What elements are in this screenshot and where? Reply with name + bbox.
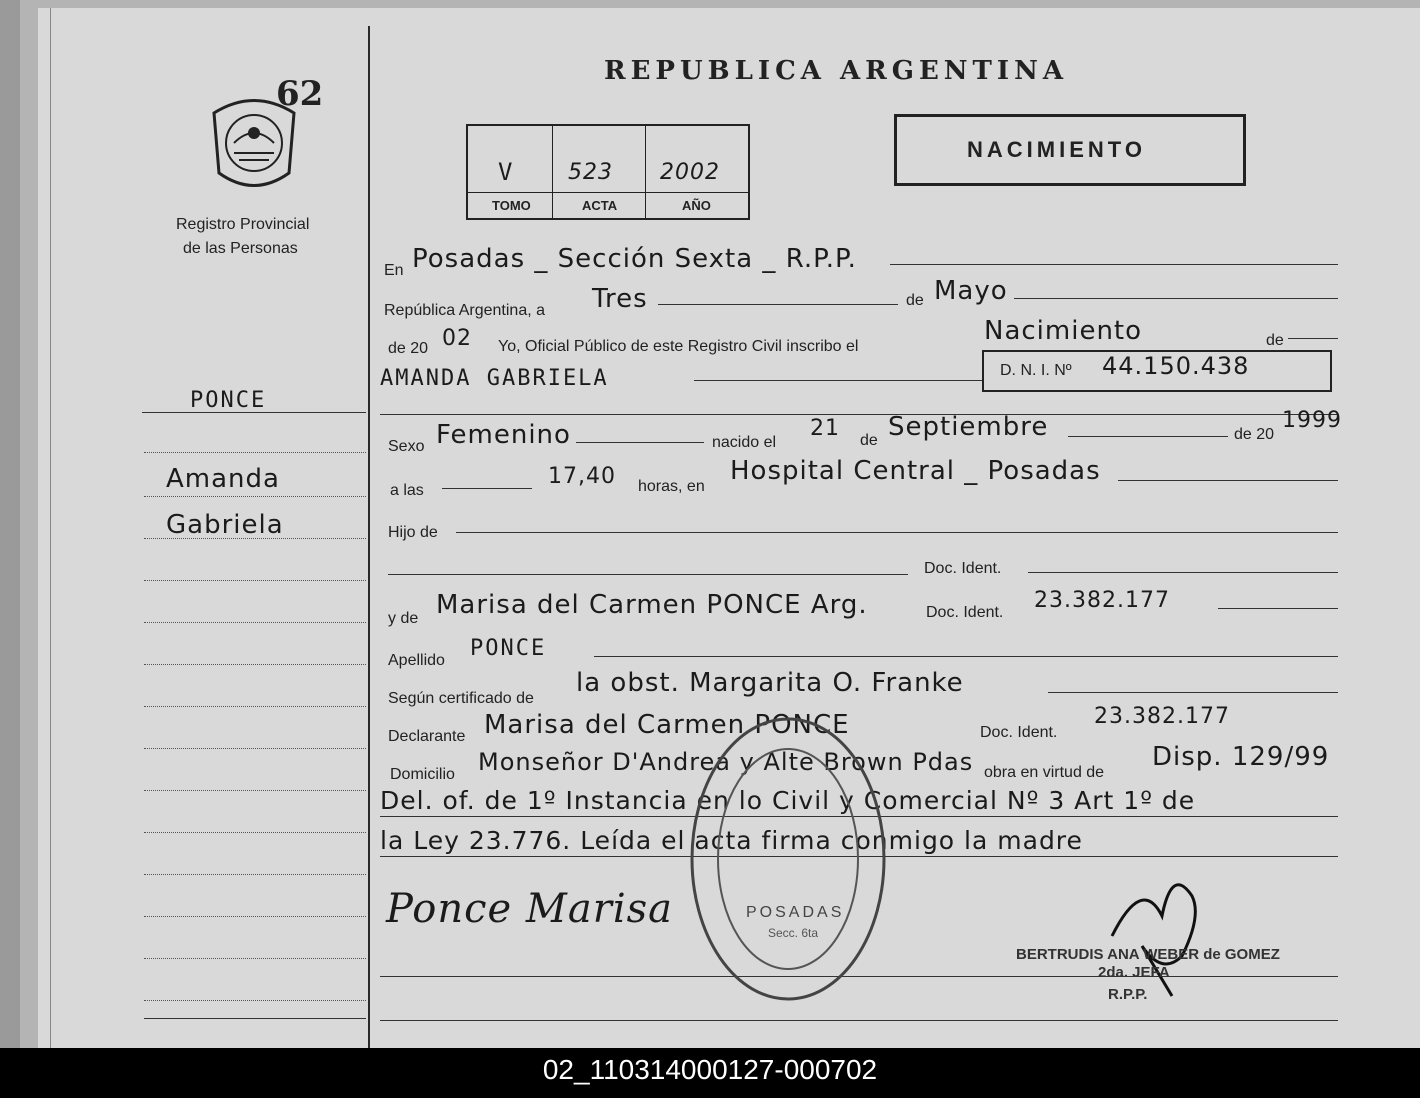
anio-value: 02 — [442, 326, 472, 351]
anio-prefix: de 20 — [388, 340, 429, 357]
certificado-label: Según certificado de — [388, 690, 534, 707]
nombre-value: AMANDA GABRIELA — [380, 366, 609, 391]
record-type-box — [894, 114, 1246, 186]
stamp-city: POSADAS — [746, 904, 845, 921]
page-number: 62 — [276, 74, 324, 114]
registry-name-line2: de las Personas — [183, 240, 298, 257]
mes-value: Mayo — [934, 276, 1008, 306]
mother-signature: Ponce Marisa — [386, 886, 674, 932]
alas-label: a las — [390, 482, 424, 499]
obra-value: Disp. 129/99 — [1152, 742, 1330, 772]
en-label: En — [384, 262, 404, 279]
republica-label: República Argentina, a — [384, 302, 545, 319]
declarante-doc-label: Doc. Ident. — [980, 724, 1058, 741]
margin-given-name-1: Amanda — [166, 464, 280, 494]
official-title: 2da. JEFA — [1098, 964, 1170, 981]
lugar-value: Hospital Central _ Posadas — [730, 456, 1101, 486]
page-binding-edge — [50, 8, 51, 1048]
hora-value: 17,40 — [548, 464, 616, 489]
horas-label: horas, en — [638, 478, 705, 495]
hijo-label: Hijo de — [388, 524, 438, 541]
registry-stamp-icon — [688, 714, 888, 1004]
image-id: 02_110314000127-000702 — [542, 1054, 878, 1085]
acta-value: 523 — [568, 160, 613, 185]
ano-label: AÑO — [682, 198, 711, 213]
nacido-mes: Septiembre — [888, 412, 1049, 442]
registry-name-line1: Registro Provincial — [176, 216, 310, 233]
apellido-label: Apellido — [388, 652, 445, 669]
sexo-label: Sexo — [388, 438, 425, 455]
declarante-doc-value: 23.382.177 — [1094, 704, 1230, 729]
record-number-box — [466, 124, 750, 220]
sexo-value: Femenino — [436, 420, 571, 450]
apellido-value: PONCE — [470, 636, 547, 661]
official-signature-icon — [1102, 856, 1222, 1006]
nacido-label: nacido el — [712, 434, 777, 451]
observaciones-line-1: Del. of. de 1º Instancia en lo Civil y Comercial Nº 3 Art 1º de — [380, 786, 1196, 815]
certificado-value: la obst. Margarita O. Franke — [576, 668, 964, 698]
image-id-bar — [0, 1048, 1420, 1098]
inscribo-text: Yo, Oficial Público de este Registro Civil inscribo el — [498, 338, 859, 355]
tomo-label: TOMO — [492, 198, 531, 213]
stamp-section: Secc. 6ta — [768, 926, 819, 940]
dni-box — [982, 350, 1332, 392]
madre-doc-label: Doc. Ident. — [926, 604, 1004, 621]
certificate-page — [38, 8, 1420, 1048]
de20-label: de 20 — [1234, 426, 1275, 443]
nacido-anio: 1999 — [1282, 408, 1342, 433]
domicilio-value: Monseñor D'Andrea y Alte Brown Pdas — [478, 748, 974, 776]
margin-surname: PONCE — [190, 388, 267, 413]
record-type: NACIMIENTO — [967, 137, 1146, 162]
dni-value: 44.150.438 — [1102, 352, 1250, 380]
ano-value: 2002 — [660, 160, 720, 185]
dni-label: D. N. I. Nº — [1000, 362, 1072, 379]
margin-given-name-2: Gabriela — [166, 510, 284, 540]
declarante-label: Declarante — [388, 728, 466, 745]
nacido-dia: 21 — [810, 416, 840, 441]
margin-divider — [368, 26, 370, 1048]
padre-doc-label: Doc. Ident. — [924, 560, 1002, 577]
de3-label: de — [860, 432, 878, 449]
country-title: REPUBLICA ARGENTINA — [604, 56, 1069, 86]
de-label: de — [906, 292, 924, 309]
official-office: R.P.P. — [1108, 986, 1148, 1003]
observaciones-line-2: la Ley 23.776. Leída el acta firma conmigo la madre — [380, 826, 1083, 855]
tipo-value: Nacimiento — [984, 316, 1143, 346]
en-value: Posadas _ Sección Sexta _ R.P.P. — [412, 244, 857, 274]
tomo-value: V — [498, 158, 515, 186]
official-name: BERTRUDIS ANA WEBER de GOMEZ — [1016, 946, 1280, 963]
dia-value: Tres — [592, 284, 648, 314]
declarante-value: Marisa del Carmen PONCE — [484, 710, 850, 740]
obra-label: obra en virtud de — [984, 764, 1105, 781]
domicilio-label: Domicilio — [390, 766, 455, 783]
acta-label: ACTA — [582, 198, 618, 213]
madre-value: Marisa del Carmen PONCE Arg. — [436, 590, 868, 620]
madre-doc-value: 23.382.177 — [1034, 588, 1170, 613]
de2-label: de — [1266, 332, 1284, 349]
yde-label: y de — [388, 610, 419, 627]
